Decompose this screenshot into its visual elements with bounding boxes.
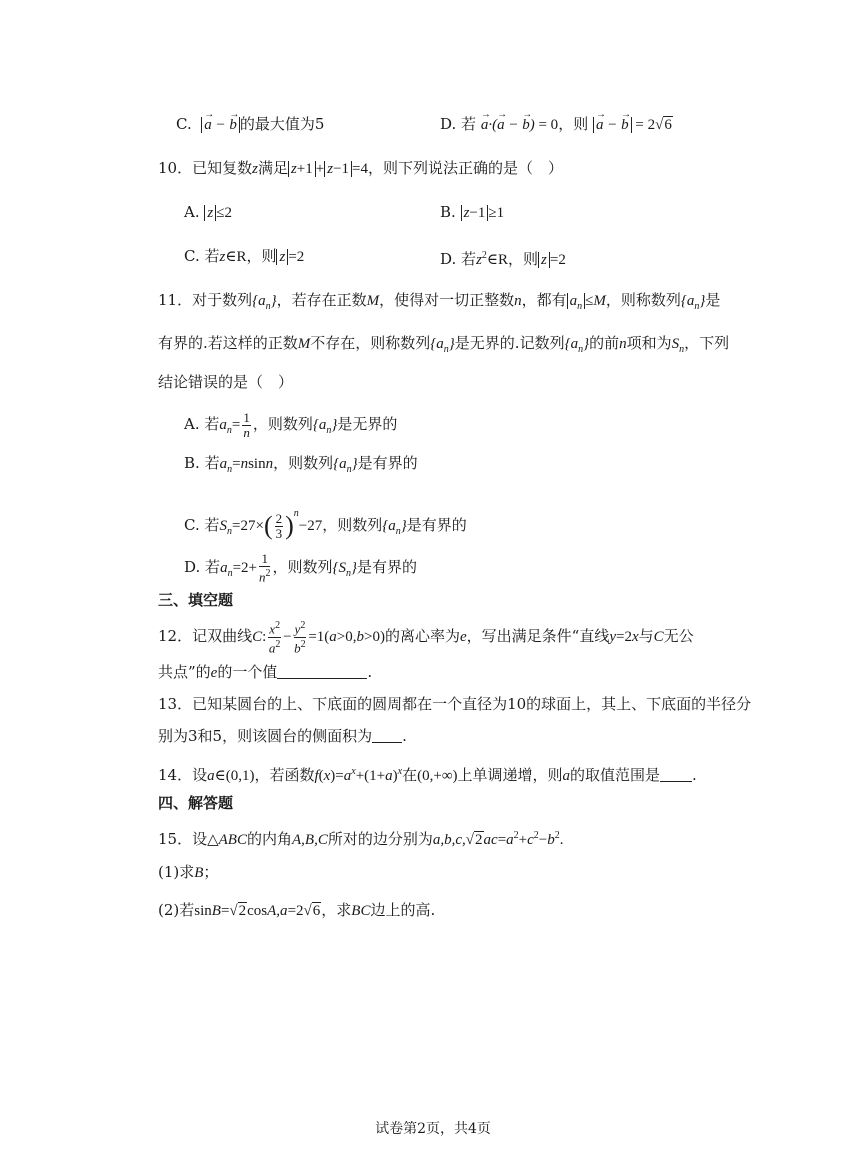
q10-option-b: B. z−1 ≥1 [440,203,505,221]
q10-option-d: D. 若$z^2\in R$，则 z =2 [440,250,566,268]
q11-stem-line3: 结论错误的是（ ） [158,373,294,391]
q15-stem: 15．设△ABC的内角A,B,C所对的边分别为$a,b,c,√2ac=a^2+c^2-b^2$. [158,830,564,848]
answer-blank[interactable] [277,662,367,679]
q10-option-a: A. z ≤2 [184,203,232,221]
q11-stem-line2: 有界的.若这样的正数M不存在，则称数列$\{a_n\}$是无界的.记数列$\{a_n\}$的前n项和为$S_n$，下列 [158,334,730,355]
section-heading-solutions: 四、解答题 [158,794,234,812]
q14-stem: 14．设a∈(0,1)，若函数$f(x)=a^x+(1+a)^x$在(0,+∞)上单调递增，则a的取值范围是 . [158,766,697,784]
q12-stem-line2: 共点”的e的一个值 . [158,663,373,681]
answer-blank[interactable] [660,765,692,782]
q9-option-c: C. → a − → b 的最大值为5 [176,113,324,136]
math-expression: → a − → b = 2√6 [593,116,673,133]
q11-option-b: B. 若$a_n=nsinn$，则数列$\{a_n\}$是有界的 [184,454,418,475]
q10-option-c: C. 若z∈R，则 z =2 [184,247,305,265]
q11-option-d: D. 若$a_n=2+$ $\frac{1}{n^2}$ ，则数列$\{S_n\}$是有界的 [184,550,418,585]
math-expression: z+1 + z−1 =4 [288,161,368,177]
section-heading-fill-in: 三、填空题 [158,591,234,609]
q10-stem: 10．已知复数z满足 z+1 + z−1 =4，则下列说法正确的是（ ） [158,159,564,177]
q15-part2: (2)若sinB=√2cosA,a=2√6，求BC边上的高. [158,901,436,919]
math-expression: → a − → b [201,117,240,133]
q11-stem-line1: 11．对于数列$\{a_n\}$，若存在正数M，使得对一切正整数n，都有 $a_n \le M$，则称数列$\{a_n\}$是 [158,291,721,312]
q9-option-d: D. 若 → a·(→ a − → b) = 0，则 → a − → b = 2√6 [440,113,673,136]
q12-stem-line1: 12．记双曲线C: $\frac{x^2}{a^2}$ − $\frac{y^2}{b^2}$ =1(a>0,b>0)的离心率为e，写出满足条件“直线y=2x与C无公 [158,620,694,655]
answer-blank[interactable] [372,726,402,743]
q15-part1: (1)求B； [158,863,219,881]
page-footer: 试卷第2页，共4页 [375,1121,491,1137]
q11-option-a: A. 若$a_n=$ $\frac{1}{n}$ ，则数列$\{a_n\}$是无界的 [184,409,398,440]
q13-stem-line2: 别为3和5，则该圆台的侧面积为 . [158,727,407,745]
q11-option-c: C. 若$S_n=27\times$( $\frac{2}{3}$ )$^n$−27，则数列$\{a_n\}$是有界的 [184,508,467,541]
q13-stem-line1: 13．已知某圆台的上、下底面的圆周都在一个直径为10的球面上，其上、下底面的半径分 [158,695,752,713]
option-label: D. [440,115,457,133]
math-expression: → a·(→ a − → b) = 0 [481,117,558,133]
option-label: C. [176,115,192,133]
